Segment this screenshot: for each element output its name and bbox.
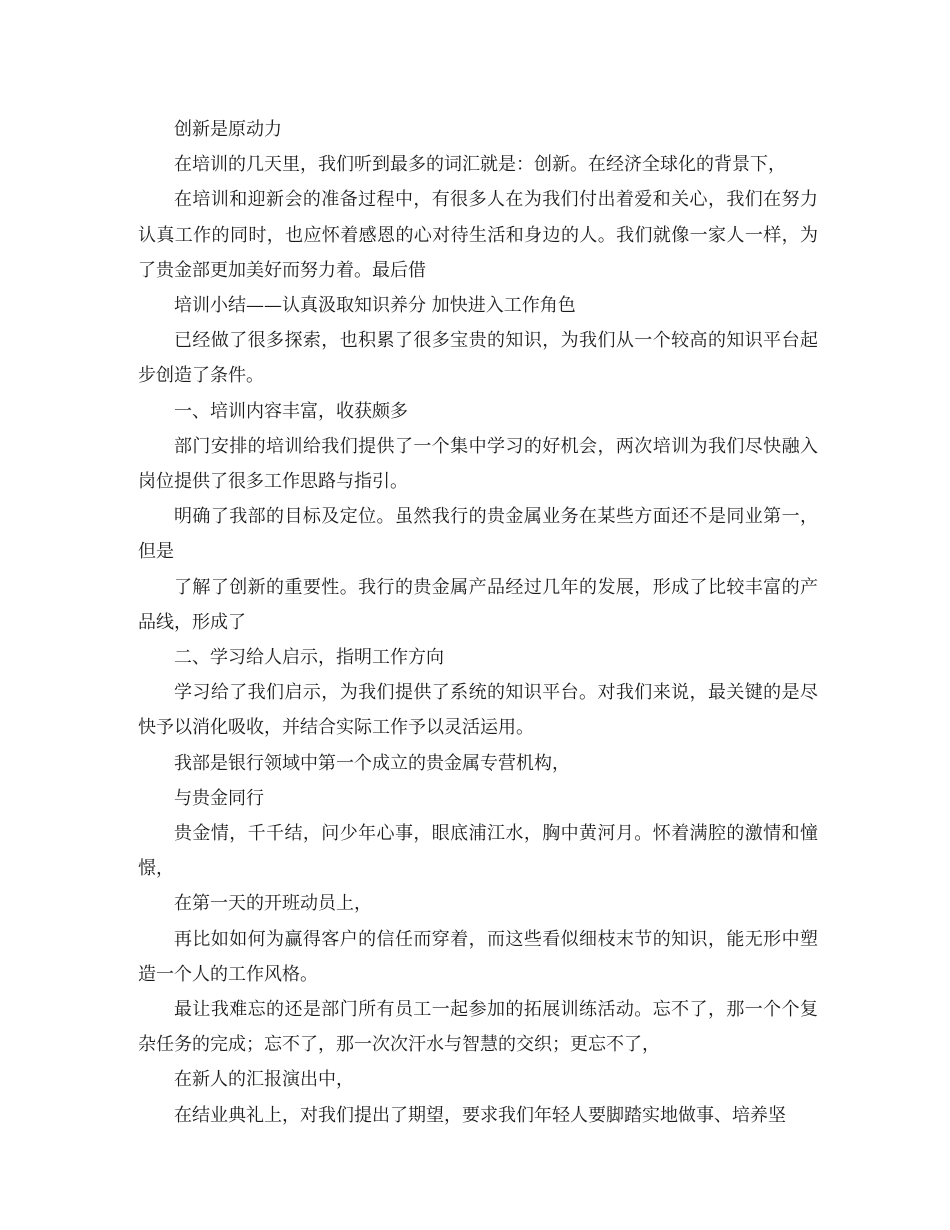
paragraph: 部门安排的培训给我们提供了一个集中学习的好机会，两次培训为我们尽快融入岗位提供了很多工作思路与指引。 xyxy=(138,435,818,493)
paragraph: 在培训和迎新会的准备过程中，有很多人在为我们付出着爱和关心，我们在努力认真工作的同时，也应怀着感恩的心对待生活和身边的人。我们就像一家人一样，为了贵金部更加美好而努力着。最后借 xyxy=(138,189,818,281)
heading-with-precious-metals: 与贵金同行 xyxy=(174,787,264,809)
paragraph: 我部是银行领域中第一个成立的贵金属专营机构， xyxy=(174,752,570,774)
heading-innovation: 创新是原动力 xyxy=(174,119,282,140)
paragraph: 再比如如何为赢得客户的信任而穿着，而这些看似细枝末节的知识，能无形中塑造一个人的工作风格。 xyxy=(138,928,818,985)
paragraph: 贵金情，千千结，问少年心事，眼底浦江水，胸中黄河月。怀着满腔的激情和憧憬， xyxy=(138,823,818,880)
paragraph: 在第一天的开班动员上， xyxy=(174,893,372,915)
paragraph: 明确了我部的目标及定位。虽然我行的贵金属业务在某些方面还不是同业第一，但是 xyxy=(138,506,818,563)
paragraph: 在结业典礼上，对我们提出了期望，要求我们年轻人要脚踏实地做事、培养坚 xyxy=(174,1104,786,1126)
paragraph: 最让我难忘的还是部门所有员工一起参加的拓展训练活动。忘不了，那一个个复杂任务的完成；忘不了，那一次次汗水与智慧的交织；更忘不了， xyxy=(138,999,818,1056)
paragraph: 在新人的汇报演出中， xyxy=(174,1069,354,1091)
document-body xyxy=(138,112,818,1133)
paragraph: 学习给了我们启示，为我们提供了系统的知识平台。对我们来说，最关键的是尽快予以消化吸收，并结合实际工作予以灵活运用。 xyxy=(138,682,818,739)
paragraph: 已经做了很多探索，也积累了很多宝贵的知识，为我们从一个较高的知识平台起步创造了条件。 xyxy=(138,330,818,387)
section-heading-1: 一、培训内容丰富，收获颇多 xyxy=(174,400,408,422)
section-heading-2: 二、学习给人启示，指明工作方向 xyxy=(174,647,444,669)
paragraph: 了解了创新的重要性。我行的贵金属产品经过几年的发展，形成了比较丰富的产品线，形成了 xyxy=(138,576,818,633)
paragraph: 在培训的几天里，我们听到最多的词汇就是：创新。在经济全球化的背景下， xyxy=(174,154,786,176)
heading-training-summary: 培训小结——认真汲取知识养分 加快进入工作角色 xyxy=(174,295,576,317)
